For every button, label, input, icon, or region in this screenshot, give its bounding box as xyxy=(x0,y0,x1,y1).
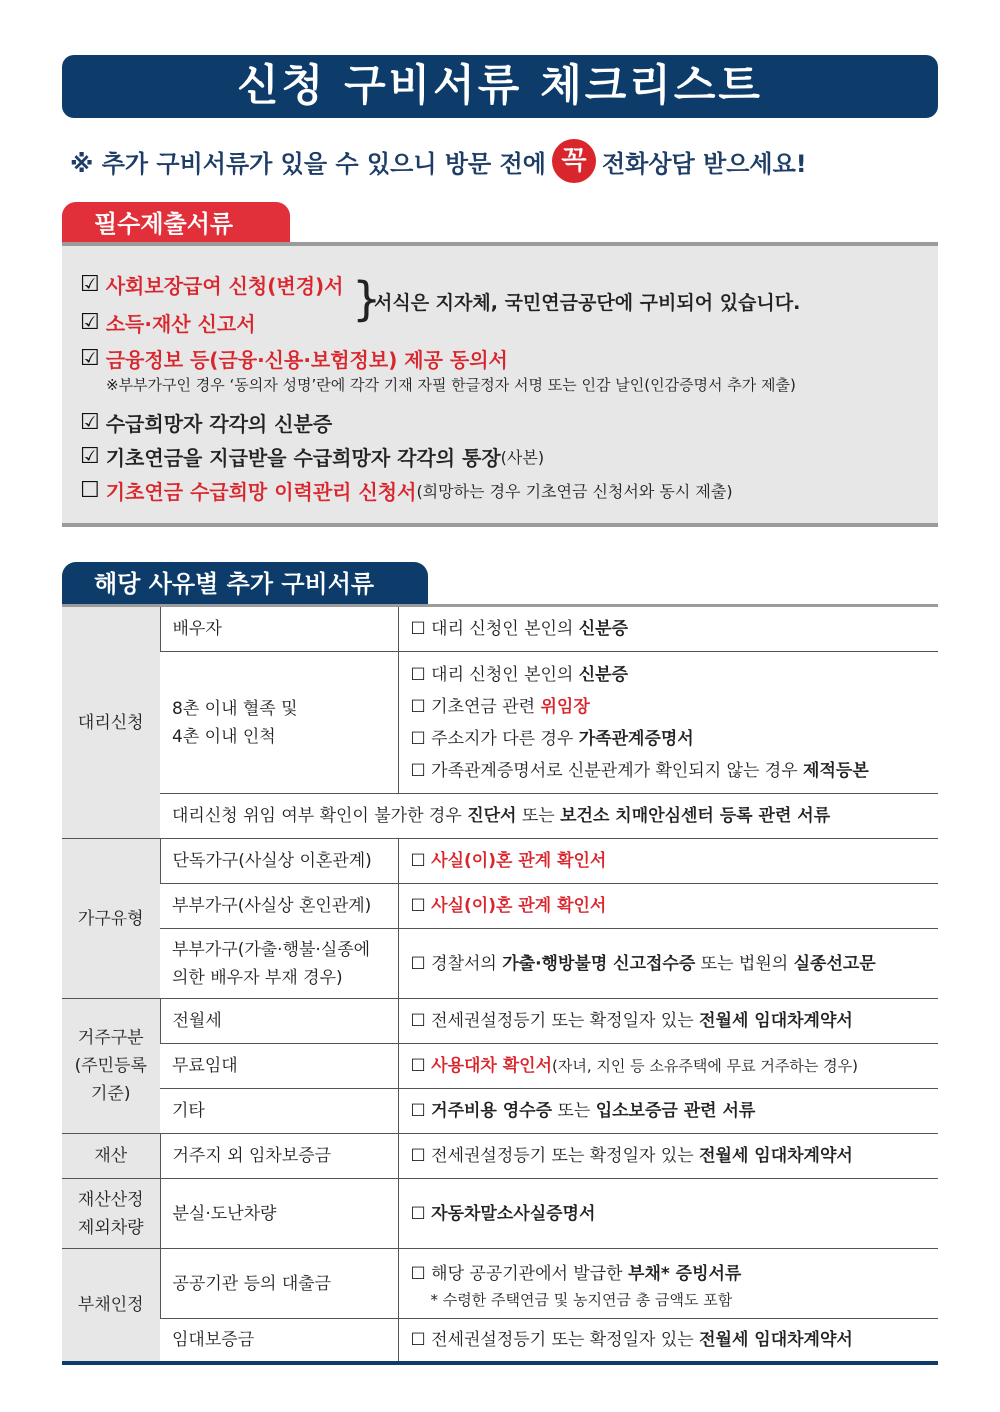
empty-box-icon: ☐ xyxy=(410,1056,426,1076)
empty-box-icon: ☐ xyxy=(410,1101,426,1121)
required-item-suffix: (희망하는 경우 기초연금 신청서와 동시 제출) xyxy=(416,482,733,501)
empty-box-icon: ☐ xyxy=(410,953,426,974)
empty-box-icon: ☐ xyxy=(410,1329,426,1350)
document-cell: ☐ 사실(이)혼 관계 확인서 xyxy=(398,884,938,929)
required-item xyxy=(80,442,544,471)
document-cell: ☐ 전세권설정등기 또는 확정일자 있는 전월세 임대차계약서 xyxy=(398,1319,938,1363)
required-item-label: 수급희망자 각각의 신분증 xyxy=(105,412,333,436)
condition-cell: 공공기관 등의 대출금 xyxy=(160,1249,398,1319)
condition-cell: 거주지 외 임차보증금 xyxy=(160,1134,398,1179)
required-item xyxy=(80,344,508,373)
condition-cell: 임대보증금 xyxy=(160,1319,398,1363)
table-row xyxy=(62,1179,938,1249)
document-cell: ☐ 전세권설정등기 또는 확정일자 있는 전월세 임대차계약서 xyxy=(398,1134,938,1179)
required-item-label: 사회보장급여 신청(변경)서 xyxy=(105,274,344,298)
empty-box-icon: ☐ xyxy=(410,896,426,916)
checked-box-icon: ☑ xyxy=(80,272,100,297)
document-cell: ☐ 전세권설정등기 또는 확정일자 있는 전월세 임대차계약서 xyxy=(398,999,938,1044)
condition-cell: 전월세 xyxy=(160,999,398,1044)
table-row xyxy=(62,606,938,652)
condition-cell: 기타 xyxy=(160,1089,398,1134)
document-cell: ☐ 사용대차 확인서(자녀, 지인 등 소유주택에 무료 거주하는 경우) xyxy=(398,1044,938,1089)
empty-box-icon: ☐ xyxy=(410,1146,426,1166)
empty-box-icon: ☐ xyxy=(410,696,426,717)
notice-text-after: 전화상담 받으세요! xyxy=(601,149,807,178)
required-item xyxy=(80,408,332,437)
required-docs-box xyxy=(62,242,938,527)
table-row xyxy=(62,794,938,839)
empty-box-icon: ☐ xyxy=(410,664,426,685)
empty-box-icon: ☐ xyxy=(410,1263,426,1284)
condition-cell: 무료임대 xyxy=(160,1044,398,1089)
empty-box-icon: ☐ xyxy=(410,760,426,781)
table-row xyxy=(62,884,938,929)
document-cell: ☐ 거주비용 영수증 또는 입소보증금 관련 서류 xyxy=(398,1089,938,1134)
form-availability-note: 서식은 지자체, 국민연금공단에 구비되어 있습니다. xyxy=(374,292,801,314)
couple-signature-note: ※부부가구인 경우 ‘동의자 성명’란에 각각 기재 자필 한글정자 서명 또는 인감 날인(인감증명서 추가 제출) xyxy=(106,376,796,394)
condition-cell: 단독가구(사실상 이혼관계) xyxy=(160,839,398,884)
checked-box-icon: ☑ xyxy=(80,444,100,469)
required-item-label: 기초연금 수급희망 이력관리 신청서 xyxy=(105,480,417,504)
category-cell: 거주구분 (주민등록 기준) xyxy=(62,999,160,1134)
table-row xyxy=(62,1044,938,1089)
document-cell: ☐ 경찰서의 가출·행방불명 신고접수증 또는 법원의 실종선고문 xyxy=(398,929,938,999)
condition-cell: 분실·도난차량 xyxy=(160,1179,398,1249)
condition-cell: 배우자 xyxy=(160,606,398,652)
table-row xyxy=(62,1089,938,1134)
required-item-label: 기초연금을 지급받을 수급희망자 각각의 통장 xyxy=(105,446,501,470)
table-row xyxy=(62,1134,938,1179)
empty-box-icon: ☐ xyxy=(410,851,426,871)
table-row xyxy=(62,1319,938,1363)
document-cell: ☐ 대리 신청인 본인의 신분증 ☐ 기초연금 관련 위임장 ☐ 주소지가 다른 경우 가족관계증명서 ☐ 가족관계증명서로 신분관계가 확인되지 않는 경우 제적등본 xyxy=(398,652,938,794)
empty-box-icon: ☐ xyxy=(410,1011,426,1031)
additional-docs-table xyxy=(62,604,938,1365)
condition-cell: 부부가구(사실상 혼인관계) xyxy=(160,884,398,929)
document-cell: ☐ 대리 신청인 본인의 신분증 xyxy=(398,606,938,652)
required-docs-tab: 필수제출서류 xyxy=(62,202,290,246)
required-item-suffix: (사본) xyxy=(500,448,545,467)
brace-icon: } xyxy=(352,272,382,326)
category-cell: 재산산정 제외차량 xyxy=(62,1179,160,1249)
condition-cell: 부부가구(가출·행불·실종에 의한 배우자 부재 경우) xyxy=(160,929,398,999)
empty-box-icon: ☐ xyxy=(410,619,426,639)
table-row xyxy=(62,999,938,1044)
page-title: 신청 구비서류 체크리스트 xyxy=(62,55,938,118)
checked-box-icon: ☑ xyxy=(80,346,100,371)
empty-box-icon: ☐ xyxy=(410,1203,426,1224)
debt-footnote: * 수령한 주택연금 및 농지연금 총 금액도 포함 xyxy=(430,1290,733,1309)
document-cell: 대리신청 위임 여부 확인이 불가한 경우 진단서 또는 보건소 치매안심센터 등록 관련 서류 xyxy=(160,794,938,839)
required-item-label: 소득·재산 신고서 xyxy=(105,312,256,336)
empty-box-icon: ☐ xyxy=(80,478,100,503)
document-cell: ☐ 자동차말소사실증명서 xyxy=(398,1179,938,1249)
notice-badge: 꼭 xyxy=(552,139,596,183)
checked-box-icon: ☑ xyxy=(80,410,100,435)
checked-box-icon: ☑ xyxy=(80,310,100,335)
table-row xyxy=(62,929,938,999)
category-cell: 가구유형 xyxy=(62,839,160,999)
category-cell: 대리신청 xyxy=(62,606,160,839)
category-cell: 재산 xyxy=(62,1134,160,1179)
required-item xyxy=(80,270,344,299)
category-cell: 부채인정 xyxy=(62,1249,160,1363)
required-item xyxy=(80,476,733,505)
condition-cell: 8촌 이내 혈족 및 4촌 이내 인척 xyxy=(160,652,398,794)
notice-line xyxy=(70,136,930,186)
required-item xyxy=(80,308,256,337)
document-cell: ☐ 해당 공공기관에서 발급한 부채* 증빙서류 * 수령한 주택연금 및 농지연금 총 금액도 포함 xyxy=(398,1249,938,1319)
empty-box-icon: ☐ xyxy=(410,728,426,749)
additional-docs-tab: 해당 사유별 추가 구비서류 xyxy=(62,562,428,606)
table-row xyxy=(62,652,938,794)
notice-text-before: ※ 추가 구비서류가 있을 수 있으니 방문 전에 xyxy=(70,149,546,178)
document-cell: ☐ 사실(이)혼 관계 확인서 xyxy=(398,839,938,884)
required-item-label: 금융정보 등(금융·신용·보험정보) 제공 동의서 xyxy=(105,348,508,372)
table-row xyxy=(62,839,938,884)
table-row xyxy=(62,1249,938,1319)
